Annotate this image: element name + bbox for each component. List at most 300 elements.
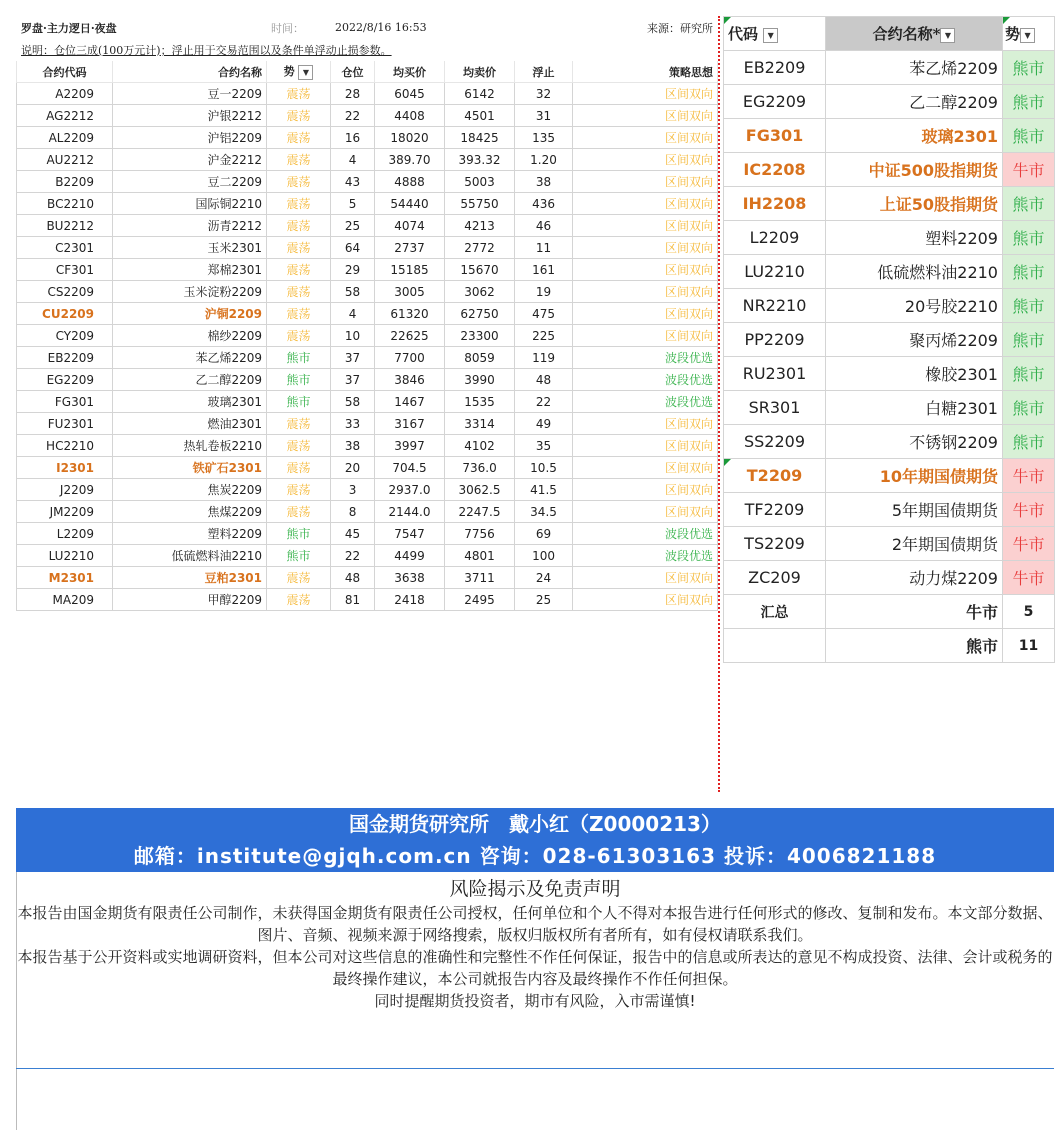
cell-name: 塑料2209 bbox=[826, 221, 1003, 255]
cell-sell: 4801 bbox=[445, 545, 515, 567]
cell-name: 国际铜2210 bbox=[113, 193, 267, 215]
cell-code: EG2209 bbox=[17, 369, 113, 391]
header-row bbox=[17, 17, 718, 39]
cell-trend: 熊市 bbox=[1003, 323, 1055, 357]
cell-name: 10年期国债期货 bbox=[826, 459, 1003, 493]
cell-code: C2301 bbox=[17, 237, 113, 259]
cell-code: LU2210 bbox=[17, 545, 113, 567]
cell-pos: 28 bbox=[331, 83, 375, 105]
cell-stop: 436 bbox=[515, 193, 573, 215]
cell-buy: 2418 bbox=[375, 589, 445, 611]
cell-buy: 18020 bbox=[375, 127, 445, 149]
trend-row bbox=[724, 51, 1055, 85]
cell-trend: 熊市 bbox=[1003, 51, 1055, 85]
code-header-label: 代码 bbox=[728, 25, 759, 43]
cell-trend: 熊市 bbox=[1003, 255, 1055, 289]
table-row bbox=[17, 435, 718, 457]
cell-name: 5年期国债期货 bbox=[826, 493, 1003, 527]
cell-trend: 震荡 bbox=[267, 435, 331, 457]
cell-code: T2209 bbox=[724, 459, 826, 493]
cell-buy: 3005 bbox=[375, 281, 445, 303]
table-row bbox=[17, 589, 718, 611]
cell-stop: 31 bbox=[515, 105, 573, 127]
cell-pos: 20 bbox=[331, 457, 375, 479]
cell-trend: 震荡 bbox=[267, 171, 331, 193]
disclaimer-paragraph-1: 本报告由国金期货有限责任公司制作，未获得国金期货有限责任公司授权，任何单位和个人不得对本报告进行任何形式的修改、复制和发布。本文部分数据、图片、音频、视频来源于网络搜索，版权归版权所有者所有，如有侵权请联系我们。 bbox=[17, 904, 1053, 944]
cell-pos: 43 bbox=[331, 171, 375, 193]
trend-header-label: 势 bbox=[1005, 25, 1021, 43]
cell-strategy: 区间双向 bbox=[573, 149, 718, 171]
cell-strategy: 区间双向 bbox=[573, 589, 718, 611]
cell-name: 玉米2301 bbox=[113, 237, 267, 259]
cell-pos: 22 bbox=[331, 105, 375, 127]
cell-buy: 3167 bbox=[375, 413, 445, 435]
trend-row bbox=[724, 255, 1055, 289]
cell-code: AU2212 bbox=[17, 149, 113, 171]
cell-sell: 2495 bbox=[445, 589, 515, 611]
filter-dropdown-icon[interactable]: ▼ bbox=[940, 28, 955, 43]
cell-name: 豆粕2301 bbox=[113, 567, 267, 589]
cell-code: AL2209 bbox=[17, 127, 113, 149]
summary-bear-row bbox=[724, 629, 1055, 663]
cell-buy: 4408 bbox=[375, 105, 445, 127]
trend-header[interactable] bbox=[1003, 17, 1055, 51]
cell-trend: 熊市 bbox=[1003, 187, 1055, 221]
cell-code: JM2209 bbox=[17, 501, 113, 523]
trend-header-row bbox=[724, 17, 1055, 51]
table-row bbox=[17, 479, 718, 501]
cell-buy: 61320 bbox=[375, 303, 445, 325]
cell-buy: 3846 bbox=[375, 369, 445, 391]
cell-trend: 熊市 bbox=[267, 523, 331, 545]
column-header: 浮止 bbox=[515, 61, 573, 83]
cell-buy: 15185 bbox=[375, 259, 445, 281]
cell-name: 豆一2209 bbox=[113, 83, 267, 105]
disclaimer-title: 风险揭示及免责声明 bbox=[449, 878, 621, 900]
banner-author: 国金期货研究所 戴小红（Z0000213） bbox=[349, 812, 721, 836]
table-row bbox=[17, 391, 718, 413]
cell-name: 动力煤2209 bbox=[826, 561, 1003, 595]
cell-buy: 7700 bbox=[375, 347, 445, 369]
trend-row bbox=[724, 527, 1055, 561]
cell-code: PP2209 bbox=[724, 323, 826, 357]
cell-buy: 3997 bbox=[375, 435, 445, 457]
cell-trend: 震荡 bbox=[267, 457, 331, 479]
trend-row bbox=[724, 561, 1055, 595]
cell-trend: 牛市 bbox=[1003, 493, 1055, 527]
cell-name: 燃油2301 bbox=[113, 413, 267, 435]
cell-buy: 7547 bbox=[375, 523, 445, 545]
cell-name: 玻璃2301 bbox=[113, 391, 267, 413]
cell-buy: 6045 bbox=[375, 83, 445, 105]
cell-buy: 2937.0 bbox=[375, 479, 445, 501]
table-row bbox=[17, 149, 718, 171]
cell-stop: 38 bbox=[515, 171, 573, 193]
cell-code: FG301 bbox=[17, 391, 113, 413]
cell-trend: 熊市 bbox=[1003, 391, 1055, 425]
cell-code: BU2212 bbox=[17, 215, 113, 237]
cell-stop: 100 bbox=[515, 545, 573, 567]
cell-name: 郑棉2301 bbox=[113, 259, 267, 281]
cell-strategy: 区间双向 bbox=[573, 83, 718, 105]
cell-strategy: 区间双向 bbox=[573, 435, 718, 457]
table-row bbox=[17, 567, 718, 589]
cell-code: M2301 bbox=[17, 567, 113, 589]
cell-trend: 震荡 bbox=[267, 589, 331, 611]
cell-buy: 54440 bbox=[375, 193, 445, 215]
cell-buy: 4074 bbox=[375, 215, 445, 237]
cell-pos: 64 bbox=[331, 237, 375, 259]
cell-sell: 4501 bbox=[445, 105, 515, 127]
table-row bbox=[17, 545, 718, 567]
cell-pos: 3 bbox=[331, 479, 375, 501]
filter-dropdown-icon[interactable]: ▼ bbox=[763, 28, 778, 43]
trend-table bbox=[723, 16, 1055, 663]
filter-active-icon[interactable]: ▼ bbox=[1020, 28, 1035, 43]
table-row bbox=[17, 259, 718, 281]
cell-trend: 熊市 bbox=[267, 347, 331, 369]
cell-name: 上证50股指期货 bbox=[826, 187, 1003, 221]
cell-buy: 4888 bbox=[375, 171, 445, 193]
cell-code: EB2209 bbox=[724, 51, 826, 85]
cell-stop: 19 bbox=[515, 281, 573, 303]
cell-code: FG301 bbox=[724, 119, 826, 153]
cell-name: 20号胶2210 bbox=[826, 289, 1003, 323]
cell-strategy: 区间双向 bbox=[573, 127, 718, 149]
cell-code: LU2210 bbox=[724, 255, 826, 289]
code-header[interactable] bbox=[724, 17, 826, 51]
cell-stop: 22 bbox=[515, 391, 573, 413]
cell-pos: 16 bbox=[331, 127, 375, 149]
table-row bbox=[17, 501, 718, 523]
cell-code: IC2208 bbox=[724, 153, 826, 187]
cell-stop: 41.5 bbox=[515, 479, 573, 501]
cell-trend: 熊市 bbox=[267, 391, 331, 413]
cell-name: 沥青2212 bbox=[113, 215, 267, 237]
trend-row bbox=[724, 119, 1055, 153]
table-row bbox=[17, 171, 718, 193]
cell-strategy: 区间双向 bbox=[573, 237, 718, 259]
cell-strategy: 区间双向 bbox=[573, 193, 718, 215]
cell-trend: 牛市 bbox=[1003, 153, 1055, 187]
cell-code: L2209 bbox=[724, 221, 826, 255]
cell-stop: 24 bbox=[515, 567, 573, 589]
trend-row bbox=[724, 289, 1055, 323]
cell-pos: 22 bbox=[331, 545, 375, 567]
cell-buy: 3638 bbox=[375, 567, 445, 589]
table-row bbox=[17, 83, 718, 105]
cell-strategy: 区间双向 bbox=[573, 501, 718, 523]
cell-name: 聚丙烯2209 bbox=[826, 323, 1003, 357]
cell-sell: 15670 bbox=[445, 259, 515, 281]
trend-row bbox=[724, 85, 1055, 119]
cell-code: AG2212 bbox=[17, 105, 113, 127]
cell-stop: 46 bbox=[515, 215, 573, 237]
cell-name: 不锈钢2209 bbox=[826, 425, 1003, 459]
cell-trend: 震荡 bbox=[267, 105, 331, 127]
table-row bbox=[17, 523, 718, 545]
cell-stop: 69 bbox=[515, 523, 573, 545]
table-row bbox=[17, 237, 718, 259]
cell-code: A2209 bbox=[17, 83, 113, 105]
cell-pos: 4 bbox=[331, 303, 375, 325]
source-label: 来源：研究所 bbox=[515, 17, 718, 39]
name-header[interactable] bbox=[826, 17, 1003, 51]
cell-stop: 1.20 bbox=[515, 149, 573, 171]
cell-stop: 32 bbox=[515, 83, 573, 105]
cell-trend: 震荡 bbox=[267, 215, 331, 237]
cell-strategy: 区间双向 bbox=[573, 413, 718, 435]
cell-pos: 37 bbox=[331, 369, 375, 391]
cell-sell: 736.0 bbox=[445, 457, 515, 479]
cell-trend: 震荡 bbox=[267, 149, 331, 171]
cell-pos: 37 bbox=[331, 347, 375, 369]
cell-strategy: 区间双向 bbox=[573, 281, 718, 303]
cell-stop: 48 bbox=[515, 369, 573, 391]
cell-trend: 震荡 bbox=[267, 479, 331, 501]
cell-sell: 3711 bbox=[445, 567, 515, 589]
cell-code: NR2210 bbox=[724, 289, 826, 323]
cell-name: 苯乙烯2209 bbox=[113, 347, 267, 369]
cell-name: 低硫燃料油2210 bbox=[826, 255, 1003, 289]
cell-name: 2年期国债期货 bbox=[826, 527, 1003, 561]
cell-pos: 4 bbox=[331, 149, 375, 171]
summary-bull-label: 牛市 bbox=[826, 595, 1003, 629]
trend-row bbox=[724, 493, 1055, 527]
cell-stop: 475 bbox=[515, 303, 573, 325]
cell-trend: 熊市 bbox=[1003, 119, 1055, 153]
trend-row bbox=[724, 459, 1055, 493]
cell-strategy: 区间双向 bbox=[573, 303, 718, 325]
cell-name: 热轧卷板2210 bbox=[113, 435, 267, 457]
column-header: 均卖价 bbox=[445, 61, 515, 83]
cell-code: B2209 bbox=[17, 171, 113, 193]
cell-name: 沪铜2209 bbox=[113, 303, 267, 325]
cell-name: 沪银2212 bbox=[113, 105, 267, 127]
spreadsheet bbox=[16, 16, 1054, 808]
trend-row bbox=[724, 221, 1055, 255]
cell-sell: 55750 bbox=[445, 193, 515, 215]
cell-pos: 45 bbox=[331, 523, 375, 545]
cell-sell: 5003 bbox=[445, 171, 515, 193]
cell-code: TF2209 bbox=[724, 493, 826, 527]
trend-row bbox=[724, 391, 1055, 425]
cell-trend: 震荡 bbox=[267, 83, 331, 105]
cell-buy: 1467 bbox=[375, 391, 445, 413]
cell-stop: 225 bbox=[515, 325, 573, 347]
cell-sell: 8059 bbox=[445, 347, 515, 369]
cell-stop: 10.5 bbox=[515, 457, 573, 479]
cell-strategy: 波段优选 bbox=[573, 545, 718, 567]
column-header bbox=[267, 61, 331, 83]
cell-trend: 熊市 bbox=[1003, 425, 1055, 459]
column-header-label: 势 bbox=[283, 65, 295, 79]
cell-sell: 4102 bbox=[445, 435, 515, 457]
cell-sell: 6142 bbox=[445, 83, 515, 105]
cell-code: EB2209 bbox=[17, 347, 113, 369]
cell-strategy: 区间双向 bbox=[573, 457, 718, 479]
cell-sell: 4213 bbox=[445, 215, 515, 237]
cell-pos: 58 bbox=[331, 281, 375, 303]
time-value: 2022/8/16 16:53 bbox=[331, 17, 515, 39]
contact-banner bbox=[16, 808, 1054, 872]
cell-sell: 3990 bbox=[445, 369, 515, 391]
cell-pos: 58 bbox=[331, 391, 375, 413]
strategy-table bbox=[16, 16, 718, 611]
cell-buy: 22625 bbox=[375, 325, 445, 347]
cell-code: IH2208 bbox=[724, 187, 826, 221]
cell-strategy: 区间双向 bbox=[573, 259, 718, 281]
cell-pos: 8 bbox=[331, 501, 375, 523]
cell-code: SR301 bbox=[724, 391, 826, 425]
trend-row bbox=[724, 425, 1055, 459]
cell-strategy: 区间双向 bbox=[573, 325, 718, 347]
cell-sell: 18425 bbox=[445, 127, 515, 149]
cell-stop: 35 bbox=[515, 435, 573, 457]
cell-trend: 熊市 bbox=[1003, 289, 1055, 323]
cell-sell: 62750 bbox=[445, 303, 515, 325]
note-row bbox=[17, 39, 718, 61]
cell-name: 沪铝2209 bbox=[113, 127, 267, 149]
table-row bbox=[17, 369, 718, 391]
note-text: 说明：仓位三成(100万元计)；浮止用于交易范围以及条件单浮动止损参数。 bbox=[17, 39, 718, 61]
cell-name: 沪金2212 bbox=[113, 149, 267, 171]
table-row bbox=[17, 413, 718, 435]
cell-trend: 牛市 bbox=[1003, 459, 1055, 493]
table-row bbox=[17, 127, 718, 149]
cell-trend: 牛市 bbox=[1003, 561, 1055, 595]
cell-name: 棉纱2209 bbox=[113, 325, 267, 347]
cell-code: L2209 bbox=[17, 523, 113, 545]
cell-buy: 389.70 bbox=[375, 149, 445, 171]
cell-pos: 5 bbox=[331, 193, 375, 215]
cell-strategy: 波段优选 bbox=[573, 347, 718, 369]
trend-row bbox=[724, 153, 1055, 187]
cell-sell: 23300 bbox=[445, 325, 515, 347]
cell-code: CU2209 bbox=[17, 303, 113, 325]
column-header: 仓位 bbox=[331, 61, 375, 83]
cell-trend: 震荡 bbox=[267, 567, 331, 589]
summary-bull-row bbox=[724, 595, 1055, 629]
cell-code: HC2210 bbox=[17, 435, 113, 457]
cell-code: J2209 bbox=[17, 479, 113, 501]
cell-sell: 7756 bbox=[445, 523, 515, 545]
cell-code: CS2209 bbox=[17, 281, 113, 303]
cell-buy: 704.5 bbox=[375, 457, 445, 479]
cell-trend: 震荡 bbox=[267, 303, 331, 325]
cell-sell: 2247.5 bbox=[445, 501, 515, 523]
cell-strategy: 区间双向 bbox=[573, 567, 718, 589]
cell-strategy: 区间双向 bbox=[573, 171, 718, 193]
cell-code: EG2209 bbox=[724, 85, 826, 119]
cell-strategy: 波段优选 bbox=[573, 391, 718, 413]
cell-pos: 29 bbox=[331, 259, 375, 281]
cell-name: 低硫燃料油2210 bbox=[113, 545, 267, 567]
name-header-label: 合约名称* bbox=[872, 25, 941, 43]
cell-name: 焦炭2209 bbox=[113, 479, 267, 501]
disclaimer-paragraph-2: 本报告基于公开资料或实地调研资料，但本公司对这些信息的准确性和完整性不作任何保证，报告中的信息或所表达的意见不构成投资、法律、会计或税务的最终操作建议，本公司就报告内容及最终操作不作任何担保。 bbox=[17, 948, 1053, 988]
cell-code: RU2301 bbox=[724, 357, 826, 391]
cell-strategy: 波段优选 bbox=[573, 523, 718, 545]
column-header: 策略思想 bbox=[573, 61, 718, 83]
cell-trend: 震荡 bbox=[267, 325, 331, 347]
table-row bbox=[17, 193, 718, 215]
banner-contact: 邮箱：institute@gjqh.com.cn 咨询：028-61303163 投诉：4006821188 bbox=[133, 844, 937, 868]
cell-trend: 震荡 bbox=[267, 259, 331, 281]
cell-name: 橡胶2301 bbox=[826, 357, 1003, 391]
cell-sell: 1535 bbox=[445, 391, 515, 413]
table-row bbox=[17, 303, 718, 325]
cell-trend: 震荡 bbox=[267, 501, 331, 523]
table-row bbox=[17, 105, 718, 127]
cell-code: ZC209 bbox=[724, 561, 826, 595]
table-row bbox=[17, 215, 718, 237]
cell-name: 铁矿石2301 bbox=[113, 457, 267, 479]
cell-pos: 81 bbox=[331, 589, 375, 611]
cell-name: 乙二醇2209 bbox=[826, 85, 1003, 119]
cell-strategy: 区间双向 bbox=[573, 479, 718, 501]
column-header: 合约名称 bbox=[113, 61, 267, 83]
disclaimer bbox=[16, 872, 1054, 1069]
table-row bbox=[17, 457, 718, 479]
cell-stop: 161 bbox=[515, 259, 573, 281]
summary-bear-label: 熊市 bbox=[826, 629, 1003, 663]
cell-strategy: 区间双向 bbox=[573, 105, 718, 127]
summary-bear-count: 11 bbox=[1003, 629, 1055, 663]
cell-sell: 3062.5 bbox=[445, 479, 515, 501]
cell-pos: 25 bbox=[331, 215, 375, 237]
cell-trend: 震荡 bbox=[267, 193, 331, 215]
cell-pos: 33 bbox=[331, 413, 375, 435]
cell-code: MA209 bbox=[17, 589, 113, 611]
cell-trend: 熊市 bbox=[1003, 357, 1055, 391]
cell-code: CF301 bbox=[17, 259, 113, 281]
cell-name: 玻璃2301 bbox=[826, 119, 1003, 153]
cell-code: FU2301 bbox=[17, 413, 113, 435]
summary-bull-count: 5 bbox=[1003, 595, 1055, 629]
cell-name: 塑料2209 bbox=[113, 523, 267, 545]
cell-buy: 2144.0 bbox=[375, 501, 445, 523]
cell-strategy: 波段优选 bbox=[573, 369, 718, 391]
cell-name: 玉米淀粉2209 bbox=[113, 281, 267, 303]
cell-trend: 震荡 bbox=[267, 413, 331, 435]
cell-sell: 393.32 bbox=[445, 149, 515, 171]
cell-buy: 2737 bbox=[375, 237, 445, 259]
table-row bbox=[17, 281, 718, 303]
filter-dropdown-icon[interactable]: ▼ bbox=[298, 65, 313, 80]
summary-empty-cell bbox=[724, 629, 826, 663]
trend-row bbox=[724, 323, 1055, 357]
cell-code: SS2209 bbox=[724, 425, 826, 459]
cell-trend: 牛市 bbox=[1003, 527, 1055, 561]
cell-stop: 119 bbox=[515, 347, 573, 369]
page-break-line bbox=[718, 16, 720, 792]
cell-code: I2301 bbox=[17, 457, 113, 479]
cell-name: 乙二醇2209 bbox=[113, 369, 267, 391]
summary-label: 汇总 bbox=[724, 595, 826, 629]
table-row bbox=[17, 325, 718, 347]
disclaimer-paragraph-3: 同时提醒期货投资者，期市有风险，入市需谨慎! bbox=[374, 992, 696, 1010]
cell-trend: 熊市 bbox=[267, 545, 331, 567]
cell-name: 焦煤2209 bbox=[113, 501, 267, 523]
table-row bbox=[17, 347, 718, 369]
cell-name: 甲醇2209 bbox=[113, 589, 267, 611]
cell-trend: 震荡 bbox=[267, 237, 331, 259]
cell-trend: 熊市 bbox=[1003, 85, 1055, 119]
column-header: 合约代码 bbox=[17, 61, 113, 83]
cell-name: 豆二2209 bbox=[113, 171, 267, 193]
cell-trend: 震荡 bbox=[267, 127, 331, 149]
